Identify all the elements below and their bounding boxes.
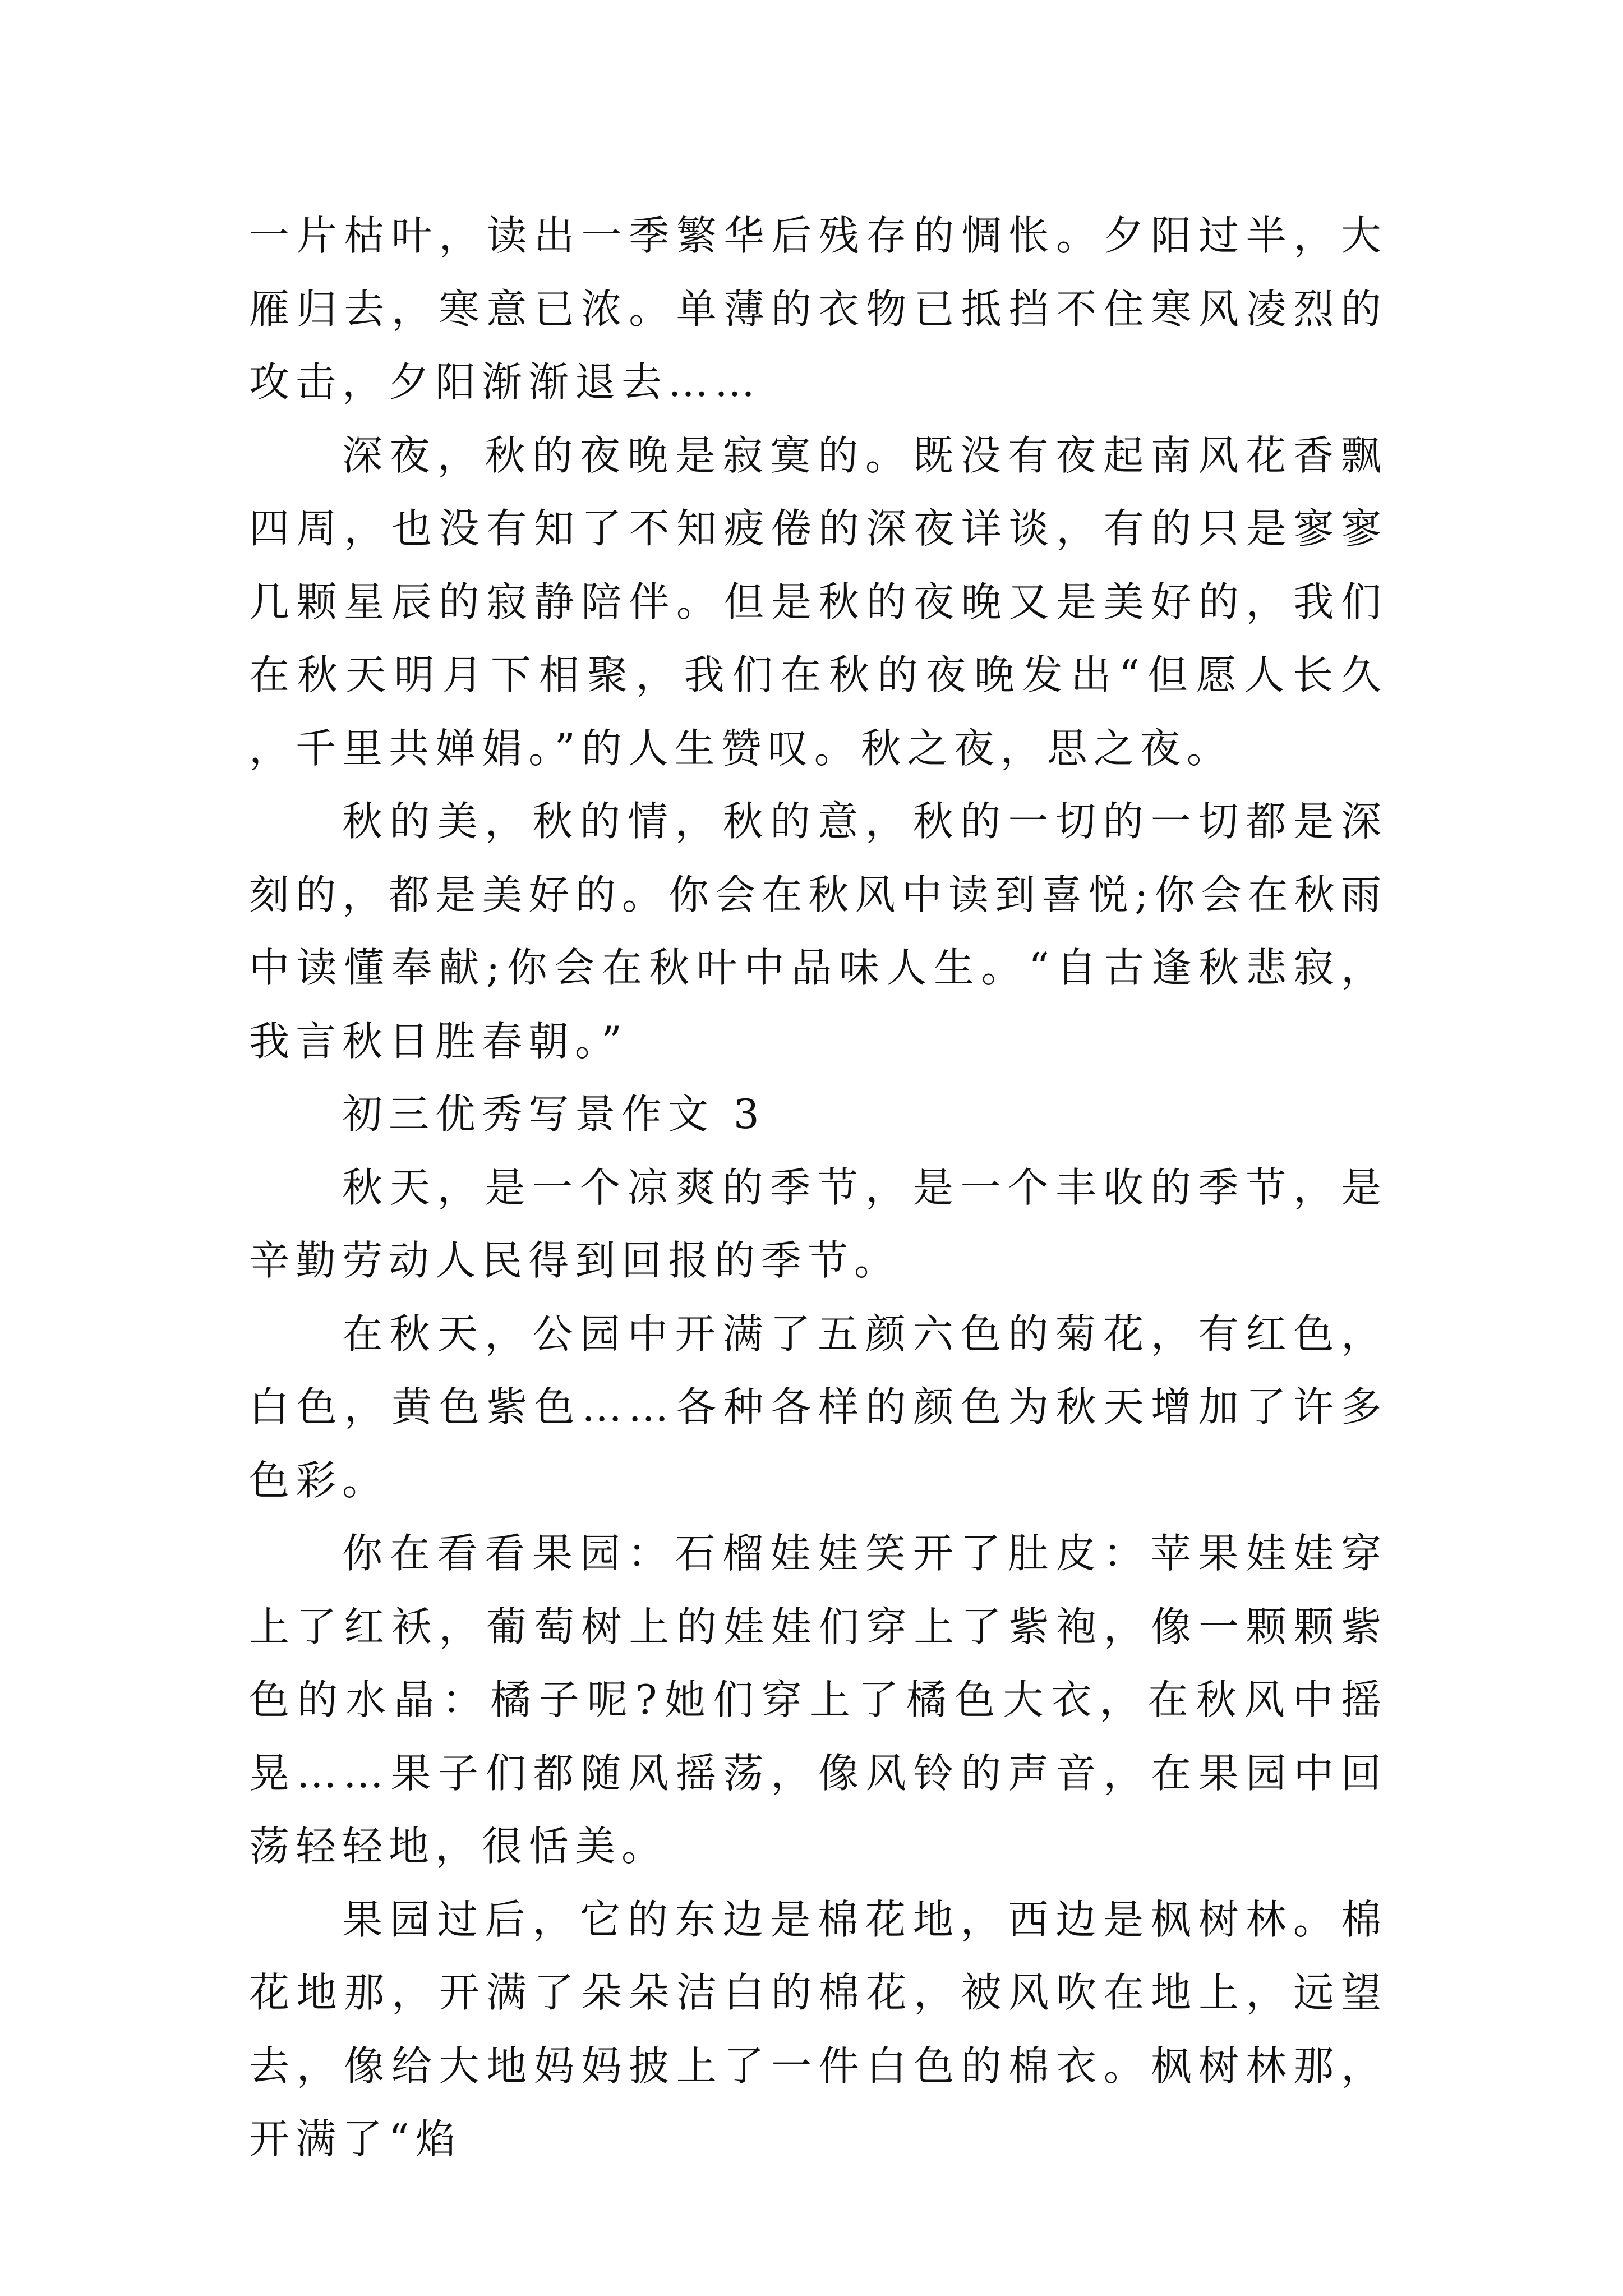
paragraph-6: 你在看看果园：石榴娃娃笑开了肚皮：苹果娃娃穿上了红袄，葡萄树上的娃娃们穿上了紫袍，像一颗颗紫色的水晶：橘子呢?她们穿上了橘色大衣，在秋风中摇晃……果子们都随风摇荡，像风铃的声音，在果园中回荡轻轻地，很恬美。 (249, 1530, 1387, 1870)
paragraph-7: 果园过后，它的东边是棉花地，西边是枫树林。棉花地那，开满了朵朵洁白的棉花，被风吹在地上，远望去，像给大地妈妈披上了一件白色的棉衣。枫树林那，开满了“焰 (249, 1895, 1387, 2162)
paragraph-4: 秋天，是一个凉爽的季节，是一个丰收的季节，是辛勤劳动人民得到回报的季节。 (249, 1163, 1387, 1284)
paragraph-3: 秋的美，秋的情，秋的意，秋的一切的一切都是深刻的，都是美好的。你会在秋风中读到喜悦;你会在秋雨中读懂奉献;你会在秋叶中品味人生。“自古逢秋悲寂，我言秋日胜春朝。” (249, 798, 1387, 1065)
paragraph-1: 一片枯叶，读出一季繁华后残存的惆怅。夕阳过半，大雁归去，寒意已浓。单薄的衣物已抵挡不住寒风凌烈的攻击，夕阳渐渐退去…… (249, 212, 1387, 406)
paragraph-2: 深夜，秋的夜晚是寂寞的。既没有夜起南风花香飘四周，也没有知了不知疲倦的深夜详谈，有的只是寥寥几颗星辰的寂静陪伴。但是秋的夜晚又是美好的，我们在秋天明月下相聚，我们在秋的夜晚发出“但愿人长久，千里共婵娟。”的人生赞叹。秋之夜，思之夜。 (249, 431, 1387, 772)
paragraph-5: 在秋天，公园中开满了五颜六色的菊花，有红色，白色，黄色紫色……各种各样的颜色为秋天增加了许多色彩。 (249, 1310, 1387, 1504)
document-body (249, 199, 1387, 2176)
section-heading: 初三优秀写景作文 3 (342, 1091, 766, 1138)
